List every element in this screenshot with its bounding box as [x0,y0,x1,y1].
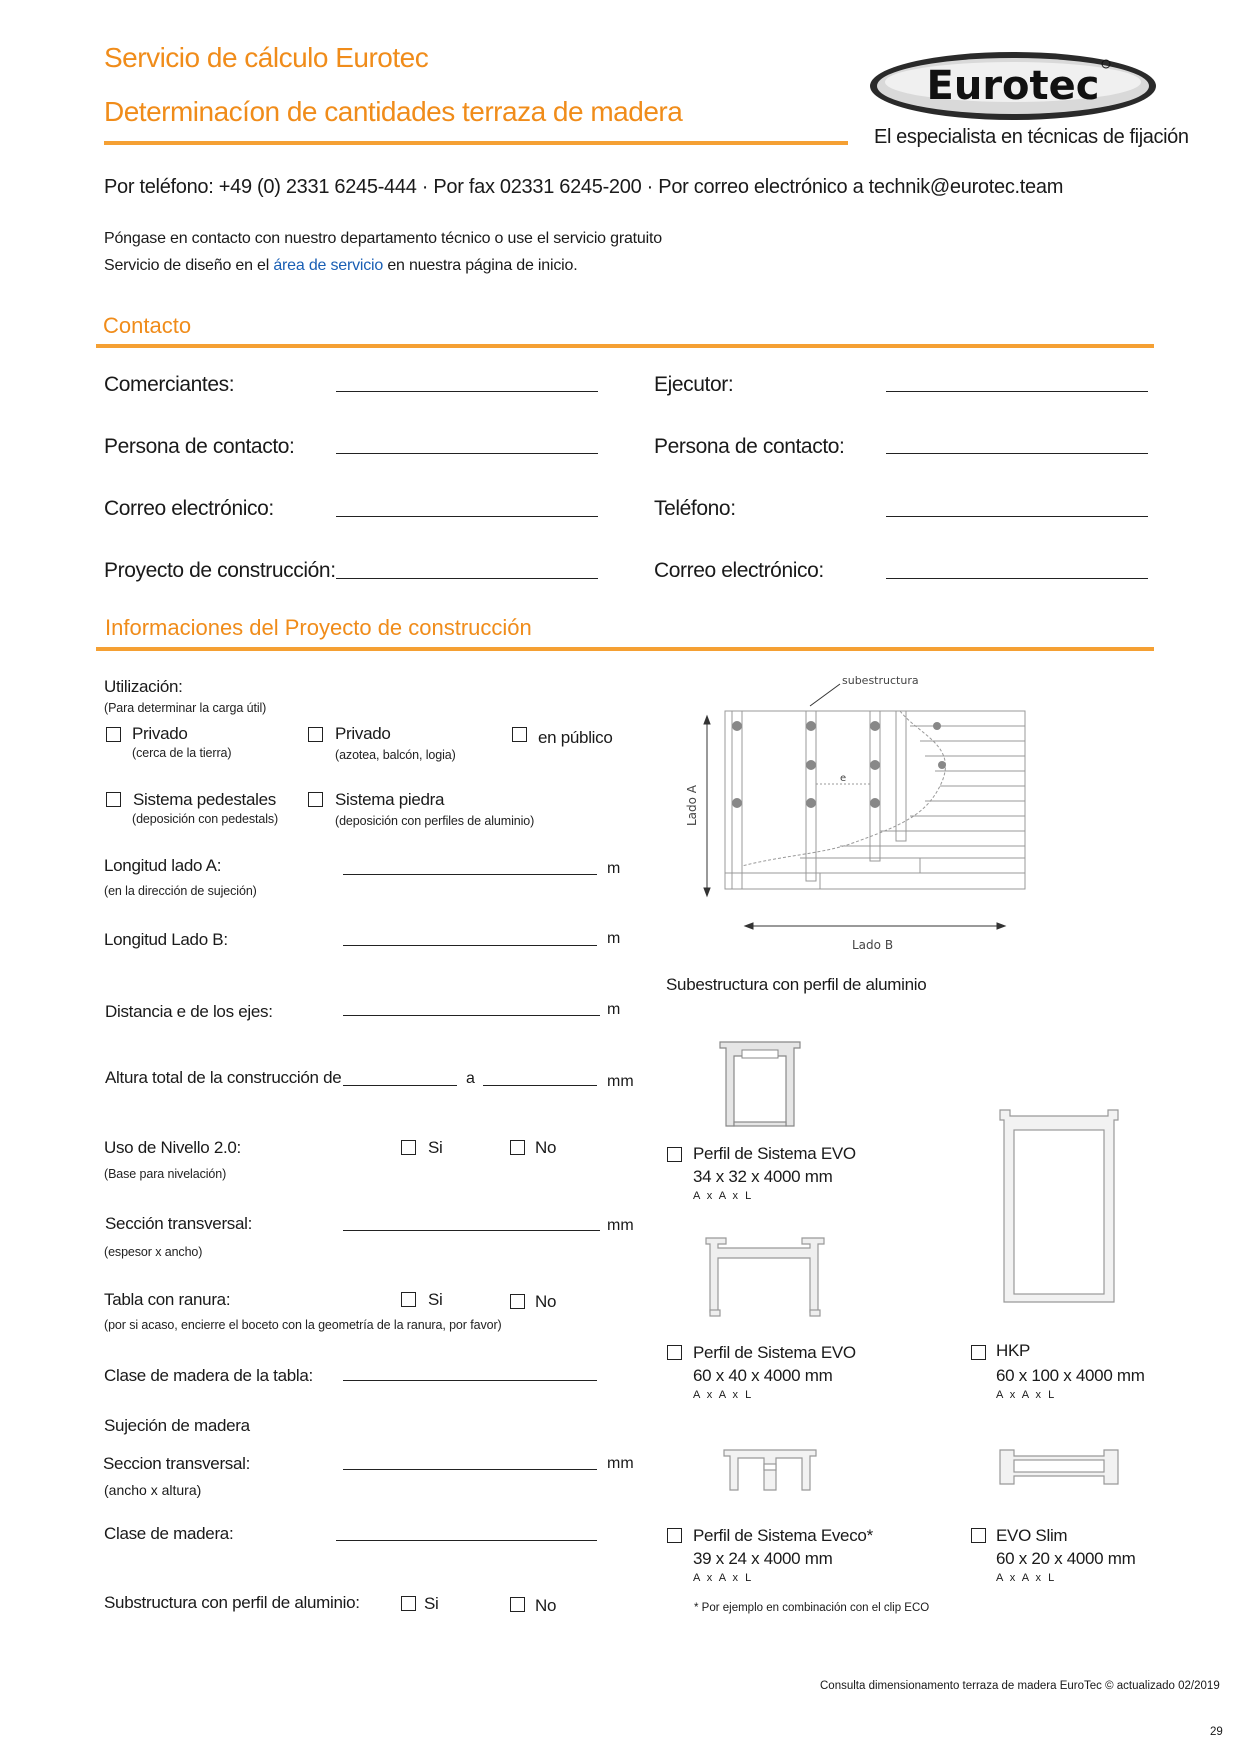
logo-text: Eurotec [926,63,1100,109]
field-label-telefono: Teléfono: [654,497,736,520]
checkbox-privado-tierra[interactable] [106,727,121,742]
eurotec-logo [868,48,1158,132]
checkbox-ranura-no[interactable] [510,1294,525,1309]
field-clase-tabla[interactable] [343,1380,597,1381]
contact-line: Por teléfono: +49 (0) 2331 6245-444 · Por fax 02331 6245-200 · Por correo electrónico a technik@eurotec.team [104,176,1064,198]
sujecion-label: Sujeción de madera [104,1416,250,1435]
page-number: 29 [1210,1726,1223,1738]
profiles-footnote: * Por ejemplo en combinación con el clip ECO [694,1602,930,1614]
opt-publico: en público [538,728,613,747]
profile-hkp-image [996,1106,1122,1310]
intro-text-post: en nuestra página de inicio. [383,257,578,274]
field-altura-desde[interactable] [343,1085,457,1086]
checkbox-piedra[interactable] [308,792,323,807]
field-comerciantes[interactable] [336,391,598,392]
tagline: El especialista en técnicas de fijación [874,126,1189,148]
opt-privado-tierra: Privado [132,724,188,743]
contact-heading: Contacto [103,313,192,338]
intro-line-1: Póngase en contacto con nuestro departamento técnico o use el servicio gratuito [104,230,662,247]
opt-privado-tierra-sub: (cerca de la tierra) [132,746,232,760]
profile-hkp-name: HKP [996,1341,1031,1360]
checkbox-profile-evo-34[interactable] [667,1147,682,1162]
profile-hkp-dims: 60 x 100 x 4000 mm [996,1366,1145,1385]
nivello-sub: (Base para nivelación) [104,1167,227,1181]
field-proyecto[interactable] [336,578,598,579]
checkbox-publico[interactable] [512,727,527,742]
diagram-label-lado-b: Lado B [852,938,894,952]
checkbox-pedestales[interactable] [106,792,121,807]
altura-a-label: a [466,1070,475,1087]
profile-hkp-axis: A x A x L [996,1389,1057,1401]
nivello-no-label: No [535,1138,557,1157]
footer-note: Consulta dimensionamento terraza de madera EuroTec © actualizado 02/2019 [820,1680,1220,1692]
longitud-b-label: Longitud Lado B: [104,930,228,949]
clase-tabla-label: Clase de madera de la tabla: [104,1366,313,1385]
checkbox-profile-eveco[interactable] [667,1528,682,1543]
checkbox-profile-evo-slim[interactable] [971,1528,986,1543]
intro-line-2 [104,257,577,275]
field-label-correo-right: Correo electrónico: [654,559,824,582]
altura-label: Altura total de la construcción de [105,1068,342,1087]
ranura-no-label: No [535,1292,557,1311]
checkbox-substructura-si[interactable] [401,1596,416,1611]
field-distancia[interactable] [343,1015,600,1016]
checkbox-nivello-no[interactable] [510,1140,525,1155]
page-title: Servicio de cálculo Eurotec [104,42,429,73]
diagram-label-lado-a: Lado A [685,784,699,826]
substructura-label: Substructura con perfil de aluminio: [104,1593,360,1612]
field-label-correo-left: Correo electrónico: [104,497,274,520]
page-subtitle: Determinacíon de cantidades terraza de madera [104,96,683,127]
unit-longitud-a: m [607,860,621,877]
tabla-ranura-sub: (por si acaso, encierre el boceto con la geometría de la ranura, por favor) [104,1318,502,1332]
unit-seccion2: mm [607,1455,634,1472]
field-label-persona-right: Persona de contacto: [654,435,845,458]
longitud-a-label: Longitud lado A: [104,856,222,875]
substructura-si-label: Si [424,1594,439,1613]
profile-eveco-dims: 39 x 24 x 4000 mm [693,1549,833,1568]
substructure-diagram [670,666,1040,956]
unit-longitud-b: m [607,930,621,947]
field-seccion[interactable] [343,1230,600,1231]
field-altura-hasta[interactable] [483,1085,597,1086]
checkbox-profile-hkp[interactable] [971,1345,986,1360]
field-persona-right[interactable] [886,453,1148,454]
opt-piedra: Sistema piedra [335,790,445,809]
opt-piedra-sub: (deposición con perfiles de aluminio) [335,814,535,828]
profile-evo-slim-name: EVO Slim [996,1526,1068,1545]
utilizacion-label: Utilización: [104,677,183,696]
profile-evo-slim-image [996,1446,1122,1490]
profile-eveco-name: Perfil de Sistema Eveco* [693,1526,873,1545]
field-label-comerciantes: Comerciantes: [104,373,235,396]
distancia-label: Distancia e de los ejes: [105,1002,273,1021]
substructura-no-label: No [535,1596,557,1615]
seccion-sub: (espesor x ancho) [104,1245,203,1259]
checkbox-substructura-no[interactable] [510,1597,525,1612]
profile-evo-60-axis: A x A x L [693,1389,754,1401]
project-rule [96,647,1154,651]
project-heading: Informaciones del Proyecto de construcción [105,615,532,640]
profile-eveco-image [720,1444,820,1496]
service-area-link[interactable]: área de servicio [273,257,384,274]
field-correo-right[interactable] [886,578,1148,579]
field-persona-left[interactable] [336,453,598,454]
field-label-proyecto: Proyecto de construcción: [104,559,336,582]
diagram-caption: Subestructura con perfil de aluminio [666,975,927,994]
field-longitud-a[interactable] [343,874,597,875]
opt-privado-azotea: Privado [335,724,391,743]
profile-evo-slim-dims: 60 x 20 x 4000 mm [996,1549,1136,1568]
nivello-label: Uso de Nivello 2.0: [104,1138,241,1157]
title-underline [104,141,848,145]
profile-evo-60-dims: 60 x 40 x 4000 mm [693,1366,833,1385]
field-clase-madera[interactable] [336,1540,597,1541]
profile-evo-34-axis: A x A x L [693,1190,754,1202]
contact-rule [96,344,1154,348]
field-longitud-b[interactable] [343,945,597,946]
seccion2-sub: (ancho x altura) [104,1482,202,1498]
profile-evo-60-name: Perfil de Sistema EVO [693,1343,856,1362]
nivello-si-label: Si [428,1138,443,1157]
field-seccion2[interactable] [343,1469,597,1470]
longitud-a-sub: (en la dirección de sujeción) [104,884,257,898]
field-telefono[interactable] [886,516,1148,517]
field-label-ejecutor: Ejecutor: [654,373,734,396]
utilizacion-sub: (Para determinar la carga útil) [104,701,267,715]
ranura-si-label: Si [428,1290,443,1309]
checkbox-ranura-si[interactable] [401,1292,416,1307]
checkbox-privado-azotea[interactable] [308,727,323,742]
seccion-label: Sección transversal: [105,1214,253,1233]
profile-evo-34-name: Perfil de Sistema EVO [693,1144,856,1163]
clase-madera-label: Clase de madera: [104,1524,234,1543]
unit-distancia: m [607,1001,621,1018]
profile-evo-34-image [712,1036,808,1130]
field-correo-left[interactable] [336,516,598,517]
profile-eveco-axis: A x A x L [693,1572,754,1584]
opt-privado-azotea-sub: (azotea, balcón, logia) [335,748,456,762]
field-ejecutor[interactable] [886,391,1148,392]
intro-text-pre: Servicio de diseño en el [104,257,274,274]
profile-evo-34-dims: 34 x 32 x 4000 mm [693,1167,833,1186]
seccion2-label: Seccion transversal: [103,1454,251,1473]
checkbox-nivello-si[interactable] [401,1140,416,1155]
profile-evo-60-image [700,1234,830,1318]
diagram-label-subestructura: subestructura [842,674,919,687]
profile-evo-slim-axis: A x A x L [996,1572,1057,1584]
opt-pedestales-sub: (deposición con pedestals) [132,812,279,826]
diagram-label-e: e [840,773,847,784]
tabla-ranura-label: Tabla con ranura: [104,1290,231,1309]
checkbox-profile-evo-60[interactable] [667,1345,682,1360]
opt-pedestales: Sistema pedestales [133,790,276,809]
unit-seccion: mm [607,1217,634,1234]
field-label-persona-left: Persona de contacto: [104,435,295,458]
unit-altura: mm [607,1073,634,1090]
